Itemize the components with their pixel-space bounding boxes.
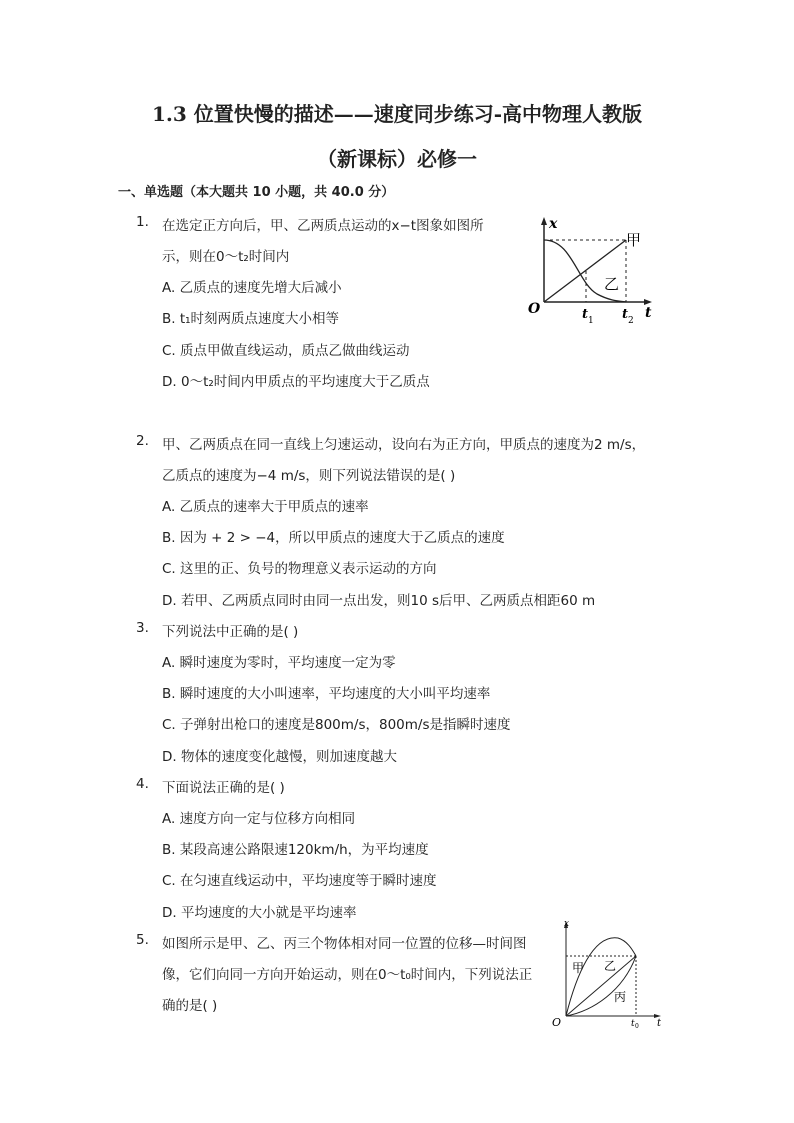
page-title-line2: （新课标）必修一 <box>317 147 477 171</box>
question-stem: 乙质点的速度为−4 m/s，则下列说法错误的是( ) <box>162 468 456 484</box>
t2-subscript: 2 <box>628 316 634 326</box>
option-b: B. t₁时刻两质点速度大小相等 <box>162 311 340 327</box>
option-c: C. 在匀速直线运动中，平均速度等于瞬时速度 <box>162 873 437 889</box>
axis-label-t: t <box>657 1018 662 1028</box>
option-a: A. 瞬时速度为零时，平均速度一定为零 <box>162 655 396 671</box>
origin-label: O <box>552 1016 562 1028</box>
label-jia: 甲 <box>572 961 585 975</box>
label-bing: 丙 <box>614 990 627 1004</box>
option-a: A. 乙质点的速率大于甲质点的速率 <box>162 499 369 515</box>
option-d: D. 0～t₂时间内甲质点的平均速度大于乙质点 <box>162 374 430 390</box>
option-b: B. 因为 + 2 > −4，所以甲质点的速度大于乙质点的速度 <box>162 530 505 546</box>
question-number: 3. <box>136 620 149 636</box>
y-axis-arrow <box>541 217 547 225</box>
question-stem: 在选定正方向后，甲、乙两质点运动的x−t图象如图所 <box>162 218 484 234</box>
page-title-line1: 1.3 位置快慢的描述——速度同步练习-高中物理人教版 <box>151 102 643 126</box>
question-stem: 示，则在0～t₂时间内 <box>162 249 290 265</box>
label-jia: 甲 <box>626 231 642 249</box>
axis-label-t: t <box>645 305 652 321</box>
question-number: 1. <box>136 214 149 230</box>
option-d: D. 若甲、乙两质点同时由同一点出发，则10 s后甲、乙两质点相距60 m <box>162 593 596 609</box>
option-c: C. 这里的正、负号的物理意义表示运动的方向 <box>162 561 437 577</box>
t1-label: t <box>582 307 589 322</box>
t0-label: t <box>631 1019 635 1028</box>
question-number: 4. <box>136 776 149 792</box>
option-d: D. 物体的速度变化越慢，则加速度越大 <box>162 749 397 765</box>
option-b: B. 某段高速公路限速120km/h，为平均速度 <box>162 842 429 858</box>
question-stem: 甲、乙两质点在同一直线上匀速运动，设向右为正方向，甲质点的速度为2 m/s， <box>162 437 646 453</box>
question-number: 2. <box>136 433 149 449</box>
label-yi: 乙 <box>604 959 617 973</box>
axis-label-x: x <box>564 919 570 929</box>
question-stem: 如图所示是甲、乙、丙三个物体相对同一位置的位移—时间图 <box>162 936 527 952</box>
option-c: C. 质点甲做直线运动，质点乙做曲线运动 <box>162 343 410 359</box>
t2-label: t <box>622 307 629 322</box>
label-yi: 乙 <box>604 275 620 293</box>
question-stem: 下列说法中正确的是( ) <box>162 624 299 640</box>
option-d: D. 平均速度的大小就是平均速率 <box>162 905 357 921</box>
section-heading: 一、单选题（本大题共 10 小题，共 40.0 分） <box>118 185 395 200</box>
t0-subscript: 0 <box>635 1023 639 1028</box>
question-number: 5. <box>136 932 149 948</box>
question-stem: 确的是( ) <box>162 998 218 1014</box>
xt-graph-figure <box>522 212 662 327</box>
origin-label: O <box>528 301 541 317</box>
axis-label-x: x <box>549 216 558 232</box>
question-stem: 像，它们向同一方向开始运动，则在0～t₀时间内，下列说法正 <box>162 967 533 983</box>
option-c: C. 子弹射出枪口的速度是800m/s，800m/s是指瞬时速度 <box>162 717 511 733</box>
t1-subscript: 1 <box>588 316 594 326</box>
question-stem: 下面说法正确的是( ) <box>162 780 285 796</box>
xt-graph-three-objects-figure <box>548 916 668 1028</box>
option-a: A. 速度方向一定与位移方向相同 <box>162 811 356 827</box>
option-b: B. 瞬时速度的大小叫速率，平均速度的大小叫平均速率 <box>162 686 491 702</box>
option-a: A. 乙质点的速度先增大后减小 <box>162 280 342 296</box>
